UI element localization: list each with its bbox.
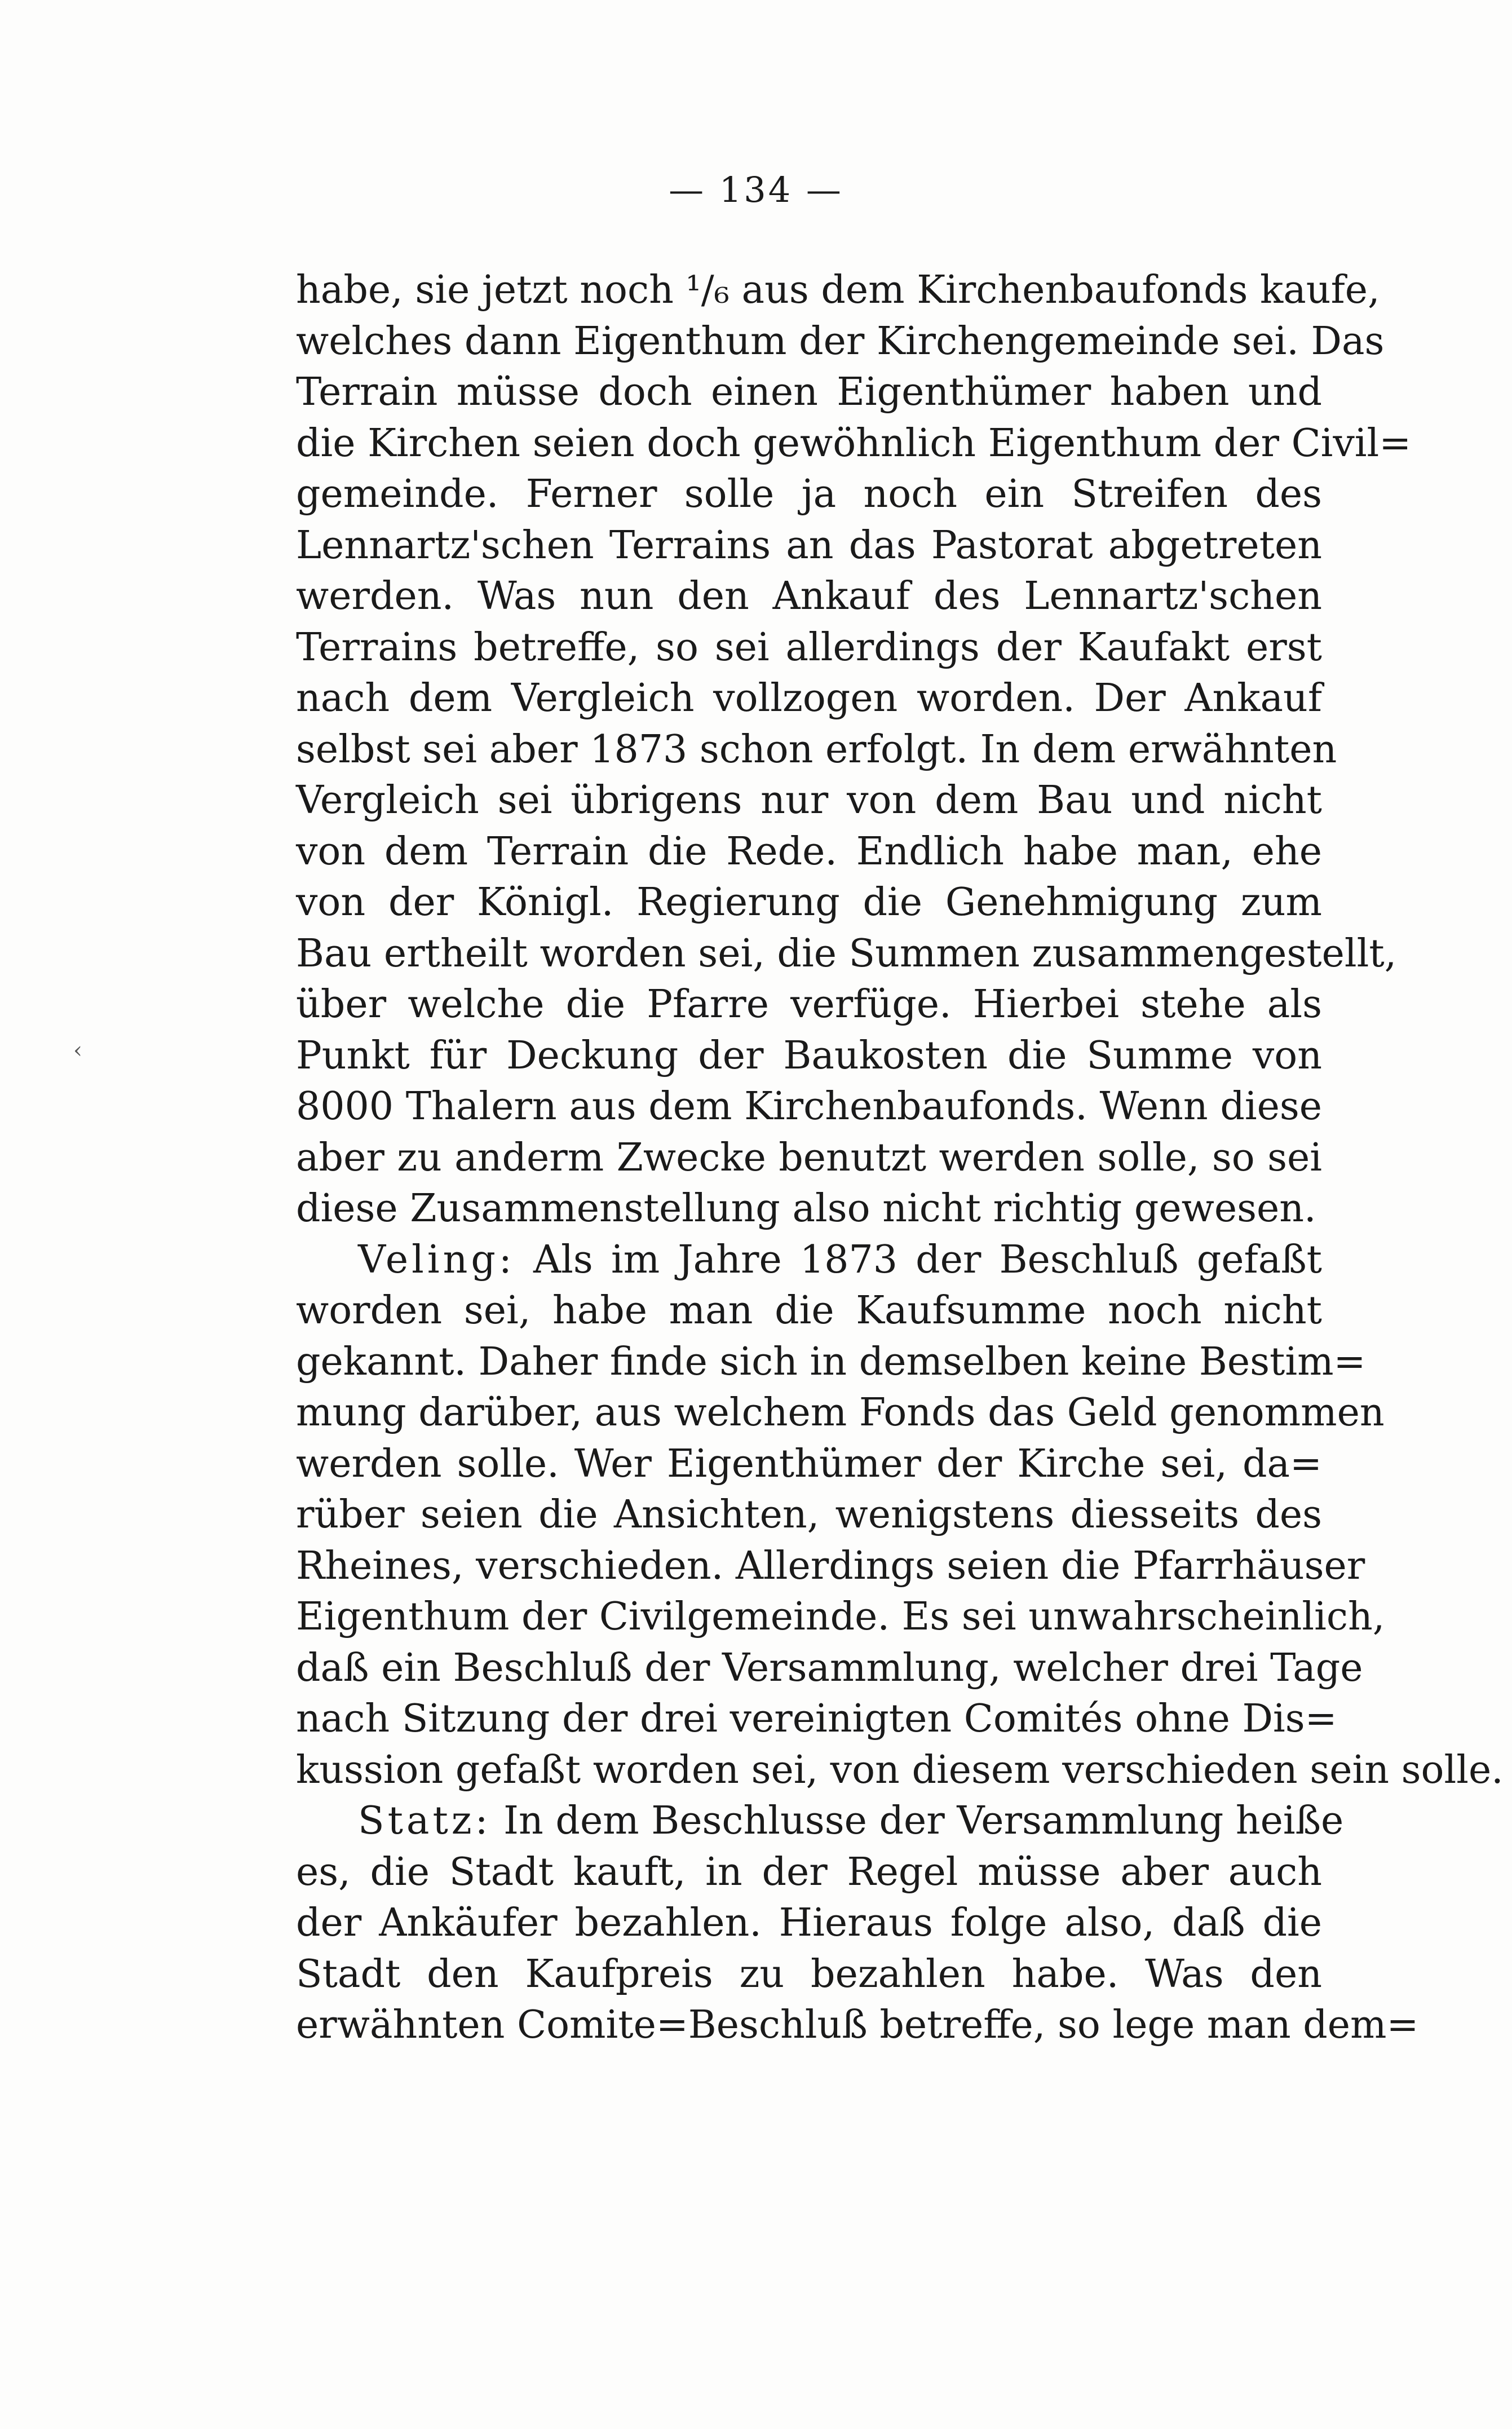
text-line: Terrain müsse doch einen Eigenthümer haben und (296, 370, 1322, 414)
text-line: daß ein Beschluß der Versammlung, welcher drei Tage (296, 1645, 1363, 1690)
text-line: werden solle. Wer Eigenthümer der Kirche sei, da= (296, 1441, 1322, 1486)
text-line: aber zu anderm Zwecke benutzt werden solle, so sei (296, 1135, 1322, 1180)
margin-mark: ‹ (73, 1037, 82, 1063)
text-line: rüber seien die Ansichten, wenigstens diesseits des (296, 1492, 1322, 1537)
text-line: erwähnten Comite=Beschluß betreffe, so lege man dem= (296, 2003, 1419, 2047)
text-line: worden sei, habe man die Kaufsumme noch nicht (296, 1288, 1322, 1333)
text-line: nach Sitzung der drei vereinigten Comités ohne Dis= (296, 1697, 1337, 1741)
text-line: es, die Stadt kauft, in der Regel müsse aber auch (296, 1849, 1322, 1894)
speaker-name: Veling: (358, 1237, 515, 1282)
body-text (296, 265, 1504, 2051)
text-line: von dem Terrain die Rede. Endlich habe man, ehe (296, 829, 1322, 874)
text-line: Punkt für Deckung der Baukosten die Summe von (296, 1033, 1322, 1078)
text-line: Lennartz'schen Terrains an das Pastorat abgetreten (296, 523, 1322, 568)
text-line: Eigenthum der Civilgemeinde. Es sei unwahrscheinlich, (296, 1595, 1385, 1639)
text-line: mung darüber, aus welchem Fonds das Geld genommen (296, 1390, 1385, 1435)
text-line: über welche die Pfarre verfüge. Hierbei stehe als (296, 982, 1322, 1027)
text-line: kussion gefaßt worden sei, von diesem verschieden sein solle. (296, 1747, 1504, 1792)
text-line: selbst sei aber 1873 schon erfolgt. In dem erwähnten (296, 727, 1337, 772)
text-line: diese Zusammenstellung also nicht richtig gewesen. (296, 1186, 1316, 1231)
text-line (296, 1796, 1344, 1847)
text-line (296, 1235, 1322, 1286)
text-line: gemeinde. Ferner solle ja noch ein Streifen des (296, 472, 1322, 516)
text-line: Stadt den Kaufpreis zu bezahlen habe. Was den (296, 1951, 1322, 1997)
speaker-name: Statz: (358, 1799, 492, 1843)
text-fragment: Als im Jahre 1873 der Beschluß gefaßt (533, 1237, 1322, 1282)
text-line: der Ankäufer bezahlen. Hieraus folge also, daß die (296, 1901, 1322, 1945)
text-line: nach dem Vergleich vollzogen worden. Der Ankauf (296, 676, 1322, 721)
text-line: die Kirchen seien doch gewöhnlich Eigenthum der Civil= (296, 421, 1412, 466)
text-line: Bau ertheilt worden sei, die Summen zusammengestellt, (296, 931, 1397, 976)
text-line: Vergleich sei übrigens nur von dem Bau und nicht (296, 778, 1322, 823)
page-number: — 134 — (669, 169, 843, 210)
text-line: habe, sie jetzt noch ¹/₆ aus dem Kirchenbaufonds kaufe, (296, 268, 1380, 312)
text-line: Rheines, verschieden. Allerdings seien die Pfarrhäuser (296, 1543, 1365, 1588)
text-line: von der Königl. Regierung die Genehmigung zum (296, 880, 1322, 925)
text-line: werden. Was nun den Ankauf des Lennartz'schen (296, 574, 1322, 619)
text-line: gekannt. Daher finde sich in demselben keine Bestim= (296, 1339, 1366, 1384)
text-line: Terrains betreffe, so sei allerdings der Kaufakt erst (296, 625, 1322, 670)
text-line: welches dann Eigenthum der Kirchengemeinde sei. Das (296, 319, 1385, 364)
text-fragment: In dem Beschlusse der Versammlung heiße (503, 1799, 1344, 1843)
text-line: 8000 Thalern aus dem Kirchenbaufonds. Wenn diese (296, 1084, 1322, 1129)
